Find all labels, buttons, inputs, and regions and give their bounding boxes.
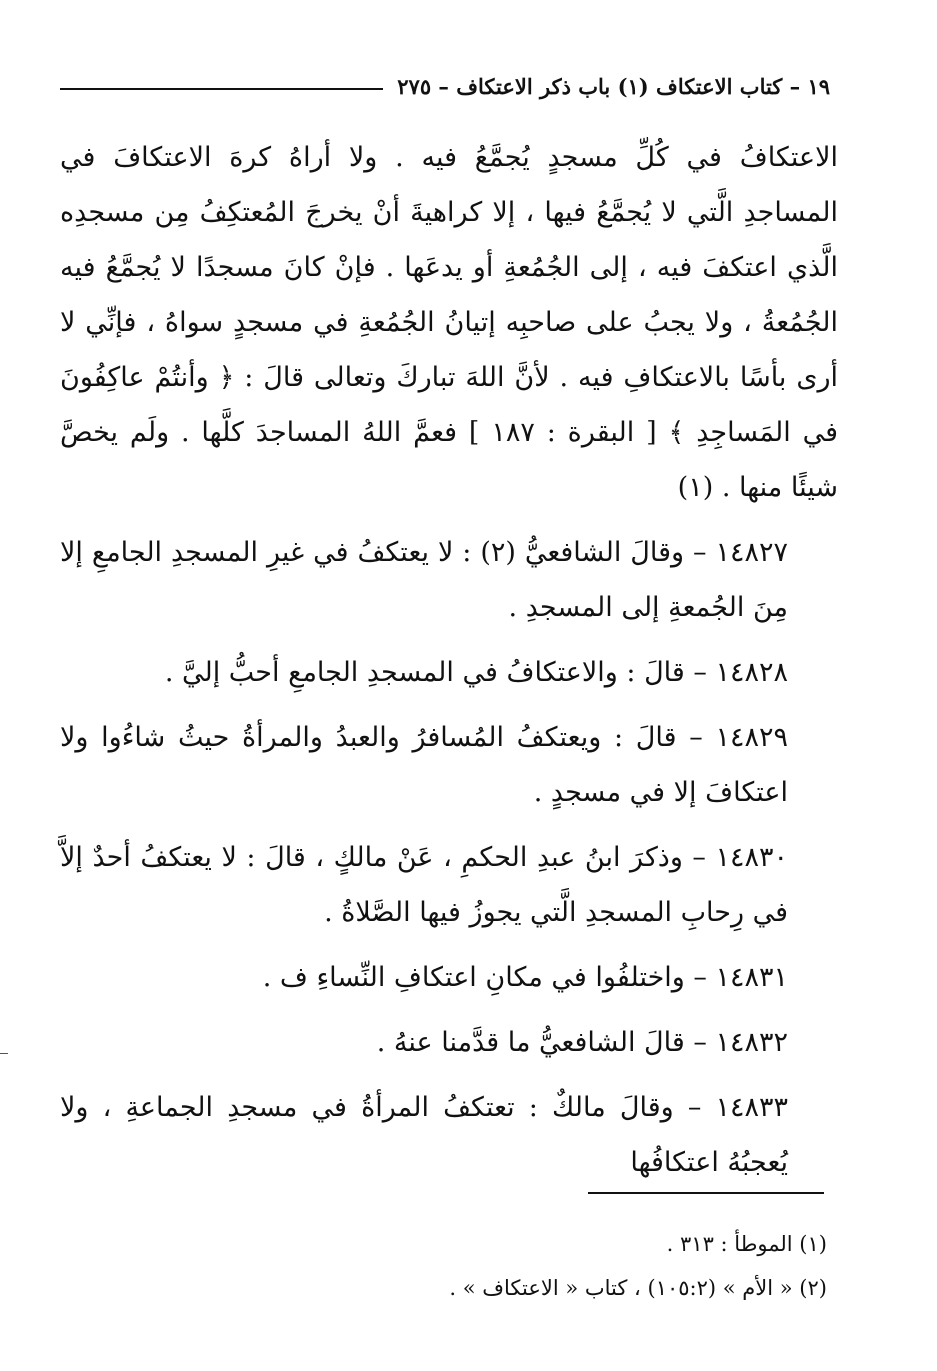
running-header <box>60 66 830 106</box>
numbered-paragraph-14828: ١٤٨٢٨ – قالَ : والاعتكافُ في المسجدِ الجامعِ أحبُّ إليَّ . <box>164 657 788 688</box>
main-text <box>60 130 838 1190</box>
numbered-paragraph-14827: ١٤٨٢٧ – وقالَ الشافعيُّ (٢) : لا يعتكفُ في غيرِ المسجدِ الجامعِ إلا مِنَ الجُمعةِ إلى المسجدِ . <box>60 537 788 623</box>
footnote-separator <box>588 1192 824 1194</box>
numbered-paragraph-14833: ١٤٨٣٣ – وقالَ مالكٌ : تعتكفُ المرأةُ في مسجدِ الجماعةِ ، ولا يُعجبُهُ اعتكافُها <box>60 1092 788 1178</box>
header-rule <box>60 88 383 90</box>
numbered-paragraph-14831: ١٤٨٣١ – واختلفُوا في مكانِ اعتكافِ النِّساءِ ف . <box>262 962 788 993</box>
opening-paragraph: الاعتكافُ في كُلِّ مسجدٍ يُجمَّعُ فيه . ولا أراهُ كرهَ الاعتكافَ في المساجدِ الَّتي لا يُجمَّعُ فيها ، إلا كراهيةَ أنْ يخرجَ المُعتكِفُ مِن مسجدِه الَّذي اعتكفَ فيه ، إلى الجُمُعةِ أو يدعَها . فإنْ كانَ مسجدًا لا يُجمَّعُ فيه الجُمُعةُ ، ولا يجبُ على صاحبِه إتيانُ الجُمُعةِ في مسجدٍ سواهُ ، فإنِّي لا أرى بأسًا بالاعتكافِ فيه . لأنَّ اللهَ تباركَ وتعالى قالَ : ﴿ وأنتُمْ عاكِفُونَ في المَساجِدِ ﴾ [ البقرة : ١٨٧ ] فعمَّ اللهُ المساجدَ كلَّها . ولَم يخصَّ شيئًا منها . (١) <box>60 142 838 503</box>
numbered-paragraph-14830: ١٤٨٣٠ – وذكرَ ابنُ عبدِ الحكمِ ، عَنْ مالكٍ ، قالَ : لا يعتكفُ أحدٌ إلاَّ في رِحابِ المسجدِ الَّتي يجوزُ فيها الصَّلاةُ . <box>60 842 788 928</box>
scan-margin-mark <box>0 1053 8 1054</box>
footnote-1: (١) الموطأ : ٣١٣ . <box>666 1232 827 1256</box>
footnote-2: (٢) « الأم » (١٠٥:٢) ، كتاب « الاعتكاف » . <box>449 1276 827 1300</box>
numbered-paragraph-14829: ١٤٨٢٩ – قالَ : ويعتكفُ المُسافرُ والعبدُ والمرأةُ حيثُ شاءُوا ولا اعتكافَ إلا في مسجدٍ . <box>60 722 788 808</box>
numbered-paragraph-14832: ١٤٨٣٢ – قالَ الشافعيُّ ما قدَّمنا عنهُ . <box>376 1027 788 1058</box>
running-title: ١٩ – كتاب الاعتكاف (١) باب ذكر الاعتكاف – ٢٧٥ <box>397 73 830 99</box>
footnotes <box>107 1222 827 1310</box>
